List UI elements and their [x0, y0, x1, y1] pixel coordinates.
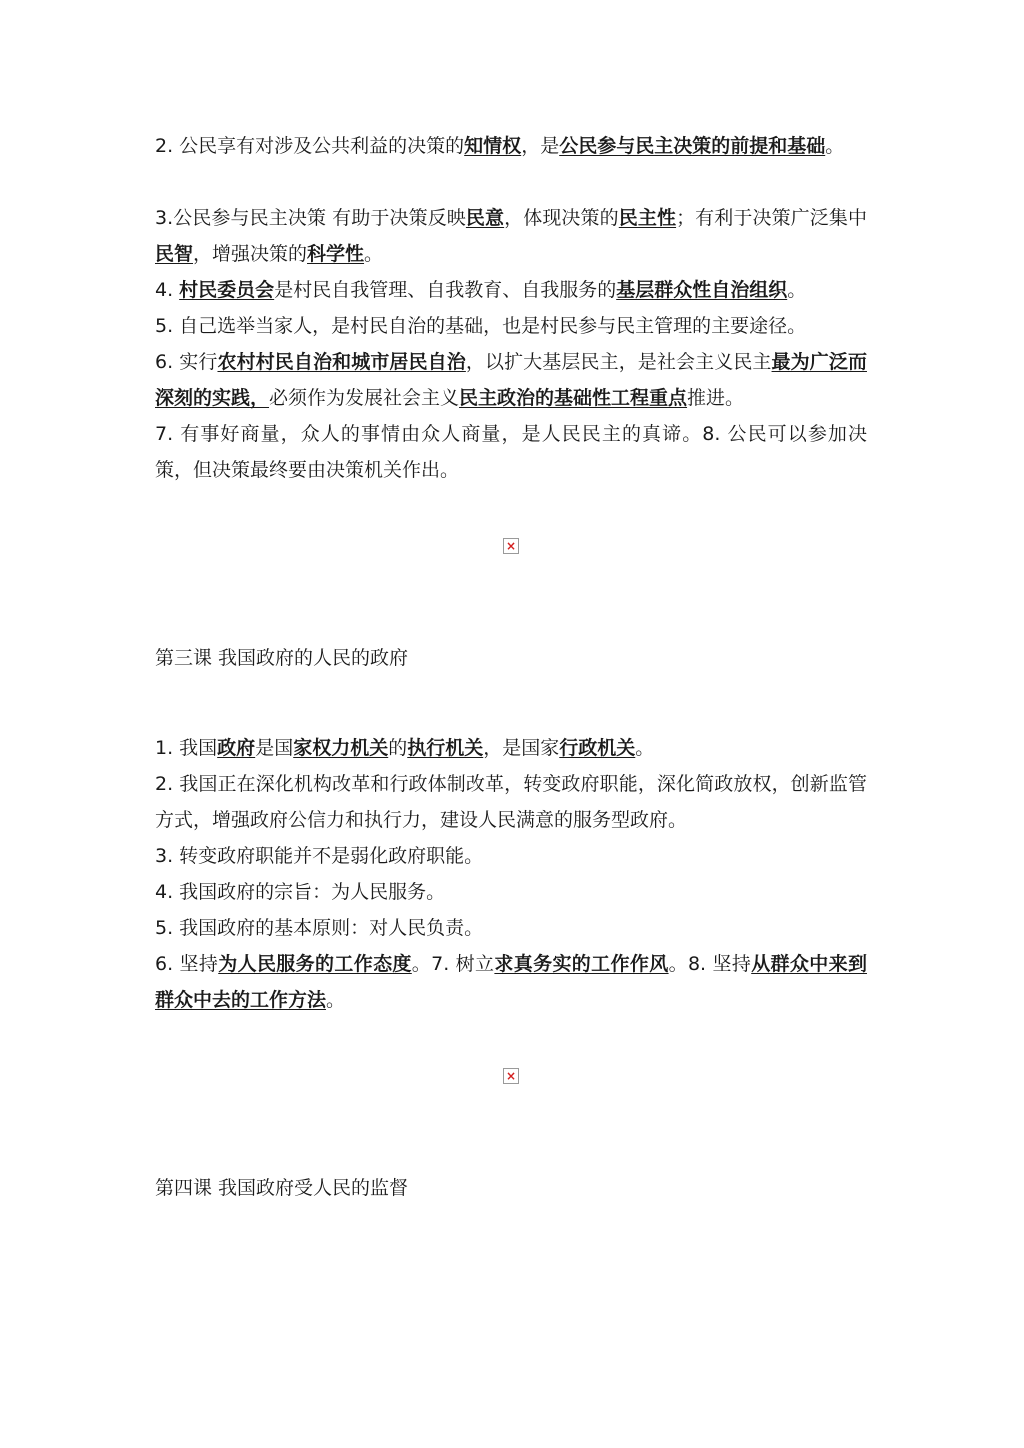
paragraph-3: 3.公民参与民主决策 有助于决策反映民意，体现决策的民主性；有利于决策广泛集中民智，增强决策的科学性。	[155, 207, 867, 265]
key-term: 行政机关	[559, 737, 636, 759]
broken-image-icon: ×	[503, 1068, 519, 1084]
key-term: 科学性	[307, 243, 365, 265]
paragraph-5: 5. 自己选举当家人，是村民自治的基础，也是村民参与民主管理的主要途径。	[155, 315, 807, 337]
key-term: 执行机关	[407, 737, 484, 759]
paragraph-6: 6. 实行农村村民自治和城市居民自治，以扩大基层民主，是社会主义民主最为广泛而深刻的实践，必须作为发展社会主义民主政治的基础性工程重点推进。	[155, 351, 867, 409]
key-term: 村民委员会	[179, 279, 275, 301]
key-term: 为人民服务的工作态度	[218, 953, 412, 975]
key-term: 最为广泛而深刻的实践，	[155, 351, 867, 409]
broken-image-icon: ×	[503, 538, 519, 554]
key-term: 求真务实的工作作风	[494, 953, 669, 975]
paragraph-7: 7. 有事好商量，众人的事情由众人商量，是人民民主的真谛。8. 公民可以参加决策，但决策最终要由决策机关作出。	[155, 423, 867, 481]
key-term: 家权力机关	[293, 737, 389, 759]
key-term: 农村村民自治和城市居民自治	[217, 351, 466, 373]
key-term: 民意	[465, 207, 505, 229]
key-term: 民智	[155, 243, 194, 265]
paragraph-4: 4. 村民委员会是村民自我管理、自我教育、自我服务的基层群众性自治组织。	[155, 279, 807, 301]
lesson-4-title: 第四课 我国政府受人民的监督	[155, 1177, 409, 1199]
lesson-3-paragraph-1: 1. 我国政府是国家权力机关的执行机关，是国家行政机关。	[155, 737, 655, 759]
key-term: 民主政治的基础性工程重点	[459, 387, 688, 409]
lesson-3-title: 第三课 我国政府的人民的政府	[155, 647, 409, 669]
lesson-3-paragraph-3: 3. 转变政府职能并不是弱化政府职能。	[155, 845, 484, 867]
lesson-3-paragraph-6: 6. 坚持为人民服务的工作态度。7. 树立求真务实的工作作风。8. 坚持从群众中来到群众中去的工作方法。	[155, 953, 867, 1011]
key-term: 民主性	[618, 207, 677, 229]
key-term: 从群众中来到群众中去的工作方法	[155, 953, 867, 1011]
paragraph-2: 2. 公民享有对涉及公共利益的决策的知情权，是公民参与民主决策的前提和基础。	[155, 135, 845, 157]
lesson-3-paragraph-5: 5. 我国政府的基本原则：对人民负责。	[155, 917, 484, 939]
key-term: 基层群众性自治组织	[616, 279, 788, 301]
lesson-3-paragraph-2: 2. 我国正在深化机构改革和行政体制改革，转变政府职能，深化简政放权，创新监管方式，增强政府公信力和执行力，建设人民满意的服务型政府。	[155, 773, 867, 831]
key-term: 公民参与民主决策的前提和基础	[559, 135, 826, 157]
key-term: 知情权	[464, 135, 522, 157]
lesson-3-paragraph-4: 4. 我国政府的宗旨：为人民服务。	[155, 881, 446, 903]
key-term: 政府	[217, 737, 256, 759]
